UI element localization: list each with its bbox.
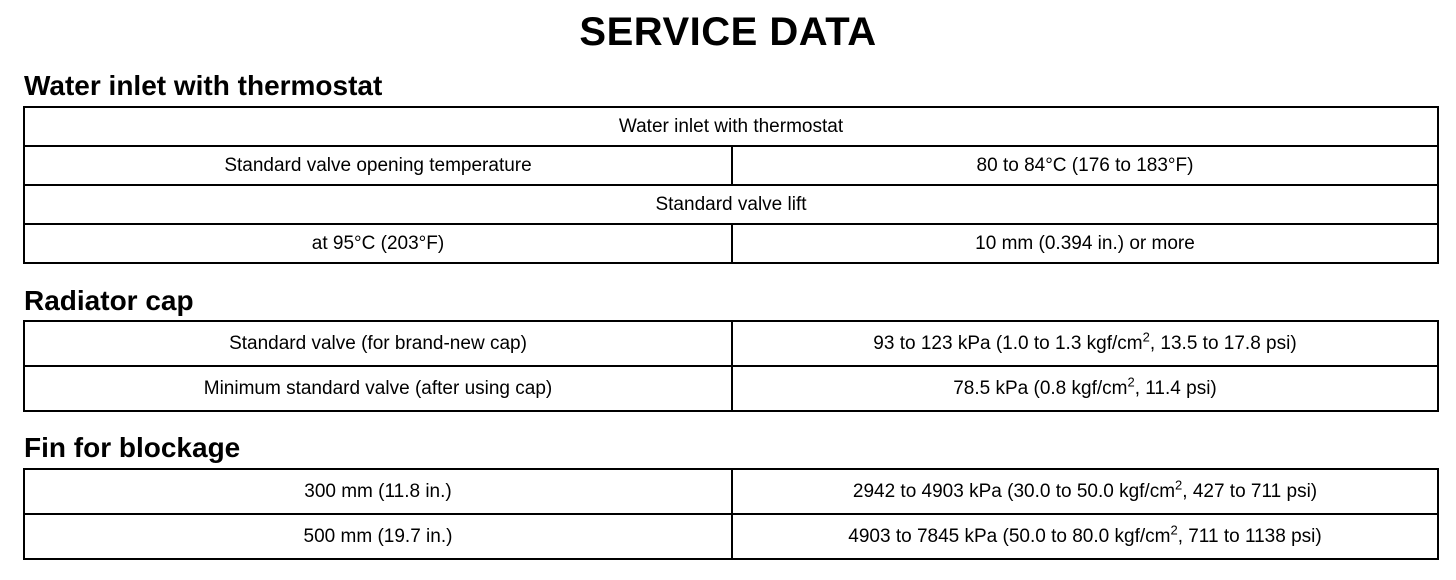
spec-label-cell: at 95°C (203°F) <box>24 224 732 263</box>
value-text: , 13.5 to 17.8 psi) <box>1149 332 1297 354</box>
spec-label-cell: Standard valve (for brand-new cap) <box>24 321 732 366</box>
spec-value-cell: 80 to 84°C (176 to 183°F) <box>732 146 1438 185</box>
superscript: 2 <box>1142 329 1150 345</box>
value-text: 93 to 123 kPa (1.0 to 1.3 kgf/cm <box>873 332 1143 354</box>
value-text: , 427 to 711 psi) <box>1182 480 1318 502</box>
spec-value-cell <box>732 366 1438 411</box>
table-row <box>24 224 1438 263</box>
value-text: 4903 to 7845 kPa (50.0 to 80.0 kgf/cm <box>848 525 1171 547</box>
radiator-cap-table <box>23 320 1439 412</box>
superscript: 2 <box>1175 477 1183 493</box>
table-row <box>24 146 1438 185</box>
spec-value-cell <box>732 321 1438 366</box>
spec-value-cell: 10 mm (0.394 in.) or more <box>732 224 1438 263</box>
table-row <box>24 469 1438 514</box>
spec-label-cell: 300 mm (11.8 in.) <box>24 469 732 514</box>
table-row <box>24 107 1438 146</box>
spec-label-cell: Standard valve opening temperature <box>24 146 732 185</box>
section-title-radiator-cap: Radiator cap <box>24 285 194 316</box>
value-text: 78.5 kPa (0.8 kgf/cm <box>953 377 1128 399</box>
spec-value-cell <box>732 469 1438 514</box>
superscript: 2 <box>1127 374 1135 390</box>
superscript: 2 <box>1170 522 1178 538</box>
table-row <box>24 514 1438 559</box>
table-row <box>24 185 1438 224</box>
table-row <box>24 366 1438 411</box>
table-header-cell: Standard valve lift <box>24 185 1438 224</box>
spec-label-cell: Minimum standard valve (after using cap) <box>24 366 732 411</box>
section-title-fin-blockage: Fin for blockage <box>24 432 241 463</box>
section-title-water-inlet: Water inlet with thermostat <box>24 70 383 101</box>
spec-label-cell: 500 mm (19.7 in.) <box>24 514 732 559</box>
value-text: , 11.4 psi) <box>1134 377 1217 399</box>
table-row <box>24 321 1438 366</box>
fin-blockage-table <box>23 468 1439 560</box>
table-header-cell: Water inlet with thermostat <box>24 107 1438 146</box>
water-inlet-table <box>23 106 1439 264</box>
value-text: 2942 to 4903 kPa (30.0 to 50.0 kgf/cm <box>852 480 1176 502</box>
spec-value-cell <box>732 514 1438 559</box>
value-text: , 711 to 1138 psi) <box>1177 525 1322 547</box>
page-title: SERVICE DATA <box>579 10 877 54</box>
